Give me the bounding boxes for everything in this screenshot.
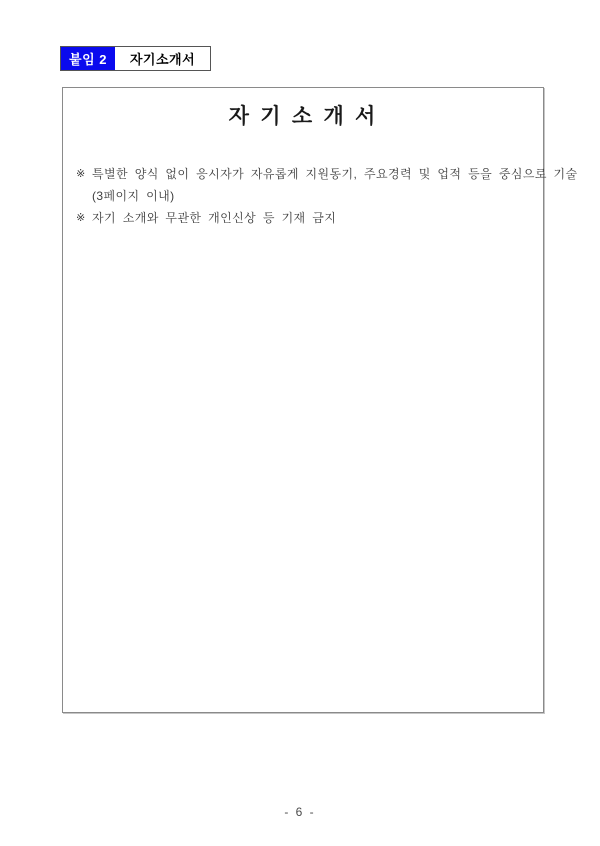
attachment-number-tag: 붙임 2: [61, 47, 115, 70]
attachment-badge: [60, 46, 211, 71]
document-box: [62, 87, 578, 713]
note-marker: ※: [76, 168, 86, 180]
note-marker: ※: [76, 212, 86, 224]
attachment-title-tag: 자기소개서: [115, 47, 210, 70]
note-item: [76, 207, 532, 229]
page-number: - 6 -: [284, 805, 316, 819]
note-item: [76, 163, 578, 207]
note-line: 특별한 양식 없이 응시자가 자유롭게 지원동기, 주요경력 및 업적 등을 중심으로 기술: [92, 167, 578, 181]
document-title: 자 기 소 개 서: [228, 103, 378, 128]
notes-section: [63, 163, 578, 229]
note-line: (3페이지 이내): [92, 189, 175, 203]
note-line: 자기 소개와 무관한 개인신상 등 기재 금지: [92, 211, 337, 225]
